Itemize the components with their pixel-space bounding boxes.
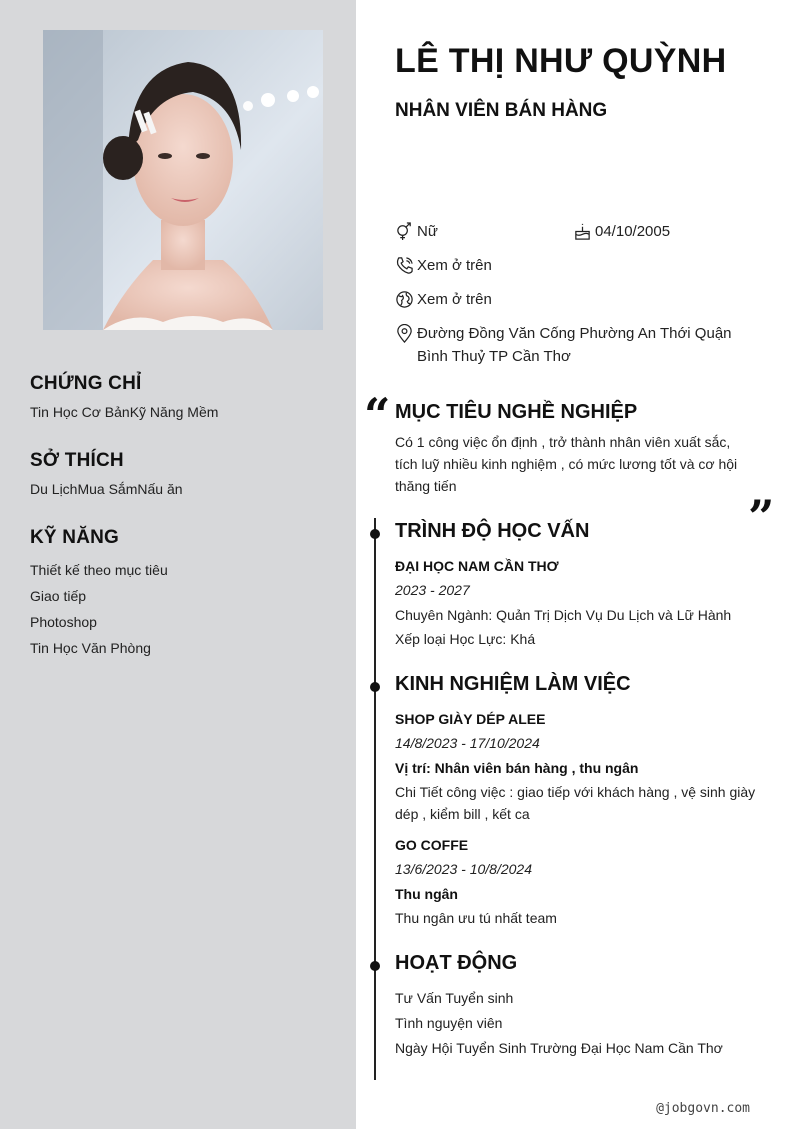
education-rank: Xếp loại Học Lực: Khá <box>395 631 536 647</box>
timeline-line <box>374 518 376 1080</box>
certificates-title: CHỨNG CHỈ <box>30 373 142 394</box>
education-major: Chuyên Ngành: Quản Trị Dịch Vụ Du Lịch và Lữ Hành <box>395 607 732 623</box>
objective-title: MỤC TIÊU NGHỀ NGHIỆP <box>395 401 638 423</box>
skill-item: Tin Học Văn Phòng <box>30 640 151 656</box>
timeline-dot <box>370 529 380 539</box>
gender-row <box>395 220 438 243</box>
hobbies-text: Du LịchMua SắmNấu ăn <box>30 481 183 497</box>
phone-row <box>395 254 492 277</box>
skills-list <box>30 557 330 661</box>
location-pin-icon <box>395 322 417 344</box>
job-entry <box>395 833 765 929</box>
skill-item: Photoshop <box>30 614 97 630</box>
certificates-text: Tin Học Cơ BảnKỹ Năng Mềm <box>30 404 219 420</box>
watermark: @jobgovn.com <box>656 1101 750 1116</box>
address-row <box>395 322 755 368</box>
job-period: 14/8/2023 - 17/10/2024 <box>395 735 540 751</box>
sidebar <box>0 0 356 1129</box>
job-company: GO COFFE <box>395 837 469 853</box>
cake-icon <box>573 220 595 242</box>
skill-item: Thiết kế theo mục tiêu <box>30 562 168 578</box>
job-entry <box>395 707 765 825</box>
experience-title: KINH NGHIỆM LÀM VIỆC <box>395 673 631 695</box>
hobbies-title: SỞ THÍCH <box>30 450 124 471</box>
birthday-value: 04/10/2005 <box>595 223 671 240</box>
globe-icon <box>395 288 417 310</box>
skill-item: Giao tiếp <box>30 588 87 604</box>
timeline-dot <box>370 961 380 971</box>
candidate-name: LÊ THỊ NHƯ QUỲNH <box>395 42 727 80</box>
profile-photo <box>43 30 323 330</box>
activity-item: Tình nguyện viên <box>395 1015 503 1031</box>
objective-text: Có 1 công việc ổn định , trở thành nhân viên xuất sắc, tích luỹ nhiều kinh nghiệm , có mức lương tốt và cơ hội thăng tiến <box>395 434 738 494</box>
website-row <box>395 288 492 311</box>
skills-title: KỸ NĂNG <box>30 527 120 548</box>
gender-value: Nữ <box>417 223 438 240</box>
certificates-section <box>30 373 330 420</box>
activities-list <box>395 986 765 1061</box>
activity-item: Tư Vấn Tuyển sinh <box>395 990 514 1006</box>
job-detail: Chi Tiết công việc : giao tiếp với khách hàng , vệ sinh giày dép , kiểm bill , kết ca <box>395 784 756 822</box>
education-title: TRÌNH ĐỘ HỌC VẤN <box>395 520 590 542</box>
job-detail: Thu ngân ưu tú nhất team <box>395 910 557 926</box>
hobbies-section <box>30 450 330 497</box>
phone-value: Xem ở trên <box>417 257 492 274</box>
job-company: SHOP GIÀY DÉP ALEE <box>395 711 546 727</box>
skills-section <box>30 527 330 661</box>
job-position: Vị trí: Nhân viên bán hàng , thu ngân <box>395 760 639 776</box>
job-period: 13/6/2023 - 10/8/2024 <box>395 861 533 877</box>
candidate-role: NHÂN VIÊN BÁN HÀNG <box>395 100 608 121</box>
main-content <box>356 0 790 1129</box>
education-entry <box>395 554 765 651</box>
activities-title: HOẠT ĐỘNG <box>395 952 518 974</box>
website-value: Xem ở trên <box>417 291 492 308</box>
close-quote-icon: ” <box>748 490 775 544</box>
job-position: Thu ngân <box>395 886 458 902</box>
timeline-dot <box>370 682 380 692</box>
birthday-row <box>573 220 670 243</box>
education-period: 2023 - 2027 <box>395 582 470 598</box>
school-name: ĐẠI HỌC NAM CẦN THƠ <box>395 558 559 574</box>
open-quote-icon: “ <box>364 388 391 442</box>
activity-item: Ngày Hội Tuyển Sinh Trường Đại Học Nam Cần Thơ <box>395 1040 723 1056</box>
phone-icon <box>395 254 417 276</box>
address-value: Đường Đồng Văn Cống Phường An Thới Quận Bình Thuỷ TP Cần Thơ <box>417 325 732 365</box>
gender-icon <box>395 220 417 242</box>
